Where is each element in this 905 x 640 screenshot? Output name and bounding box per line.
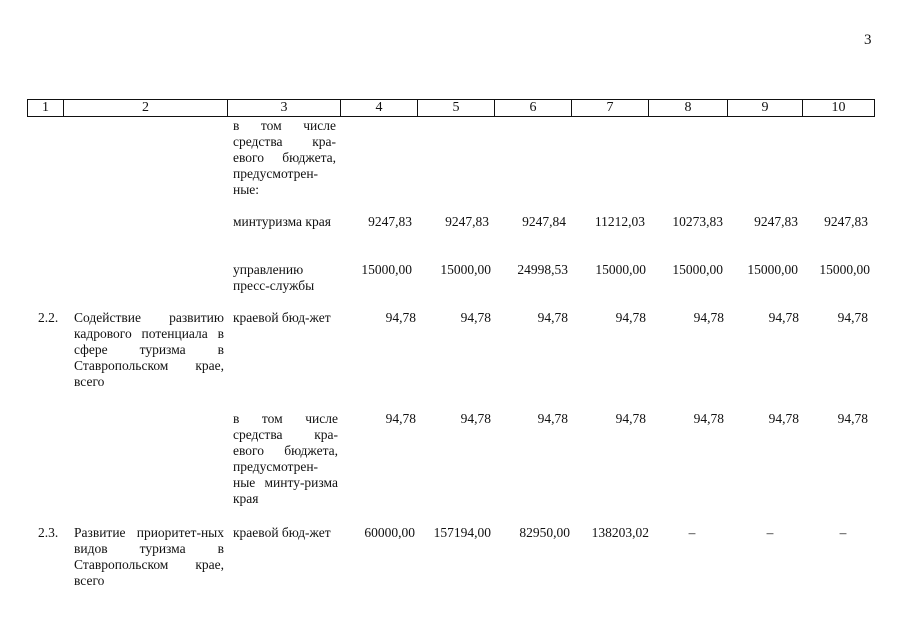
value-cell: 94,78 bbox=[837, 411, 868, 426]
value-cell: – bbox=[839, 525, 847, 540]
value-cell: 94,78 bbox=[385, 310, 416, 325]
value-cell: 15000,00 bbox=[819, 262, 870, 277]
source-cell: в том числе средства кра-евого бюджета, предусмотрен-ные минту-ризма края bbox=[233, 411, 338, 506]
value-cell: 94,78 bbox=[693, 411, 724, 426]
header-col-5: 5 bbox=[418, 99, 495, 117]
value-cell: 15000,00 bbox=[747, 262, 798, 277]
value-cell: – bbox=[688, 525, 696, 540]
value-cell: 9247,83 bbox=[445, 214, 489, 229]
value-cell: 94,78 bbox=[460, 310, 491, 325]
header-col-10: 10 bbox=[803, 99, 875, 117]
value-cell: 82950,00 bbox=[519, 525, 570, 540]
value-cell: 15000,00 bbox=[440, 262, 491, 277]
value-cell: 94,78 bbox=[837, 310, 868, 325]
value-cell: 60000,00 bbox=[364, 525, 415, 540]
header-col-3: 3 bbox=[228, 99, 341, 117]
page-number: 3 bbox=[864, 32, 872, 48]
value-cell: 9247,83 bbox=[754, 214, 798, 229]
row-number: 2.2. bbox=[38, 310, 59, 325]
value-cell: 94,78 bbox=[768, 411, 799, 426]
row-number: 2.3. bbox=[38, 525, 59, 540]
description-cell: Содействие развитию кадрового потенциала в сфере туризма в Ставропольском крае, всего bbox=[74, 310, 224, 389]
value-cell: 15000,00 bbox=[361, 262, 412, 277]
value-cell: 10273,83 bbox=[672, 214, 723, 229]
value-cell: 138203,02 bbox=[591, 525, 649, 540]
value-cell: 9247,83 bbox=[824, 214, 868, 229]
header-col-7: 7 bbox=[572, 99, 649, 117]
header-col-6: 6 bbox=[495, 99, 572, 117]
value-cell: 24998,53 bbox=[517, 262, 568, 277]
header-col-1: 1 bbox=[27, 99, 64, 117]
value-cell: 94,78 bbox=[768, 310, 799, 325]
value-cell: 15000,00 bbox=[672, 262, 723, 277]
source-cell: краевой бюд-жет bbox=[233, 310, 331, 325]
value-cell: 94,78 bbox=[385, 411, 416, 426]
value-cell: 94,78 bbox=[537, 310, 568, 325]
source-cell: управлению пресс-службы bbox=[233, 262, 315, 293]
source-cell: минтуризма края bbox=[233, 214, 331, 229]
source-cell: в том числе средства кра-евого бюджета, предусмотрен-ные: bbox=[233, 118, 336, 197]
value-cell: 94,78 bbox=[615, 310, 646, 325]
description-cell: Развитие приоритет-ных видов туризма в Ставропольском крае, всего bbox=[74, 525, 224, 588]
header-col-9: 9 bbox=[728, 99, 803, 117]
header-col-8: 8 bbox=[649, 99, 728, 117]
value-cell: 15000,00 bbox=[595, 262, 646, 277]
value-cell: 9247,84 bbox=[522, 214, 566, 229]
header-col-4: 4 bbox=[341, 99, 418, 117]
value-cell: 94,78 bbox=[615, 411, 646, 426]
header-col-2: 2 bbox=[64, 99, 228, 117]
value-cell: 94,78 bbox=[460, 411, 491, 426]
value-cell: – bbox=[766, 525, 774, 540]
source-cell: краевой бюд-жет bbox=[233, 525, 331, 540]
value-cell: 9247,83 bbox=[368, 214, 412, 229]
value-cell: 11212,03 bbox=[594, 214, 645, 229]
value-cell: 94,78 bbox=[693, 310, 724, 325]
value-cell: 157194,00 bbox=[433, 525, 491, 540]
value-cell: 94,78 bbox=[537, 411, 568, 426]
